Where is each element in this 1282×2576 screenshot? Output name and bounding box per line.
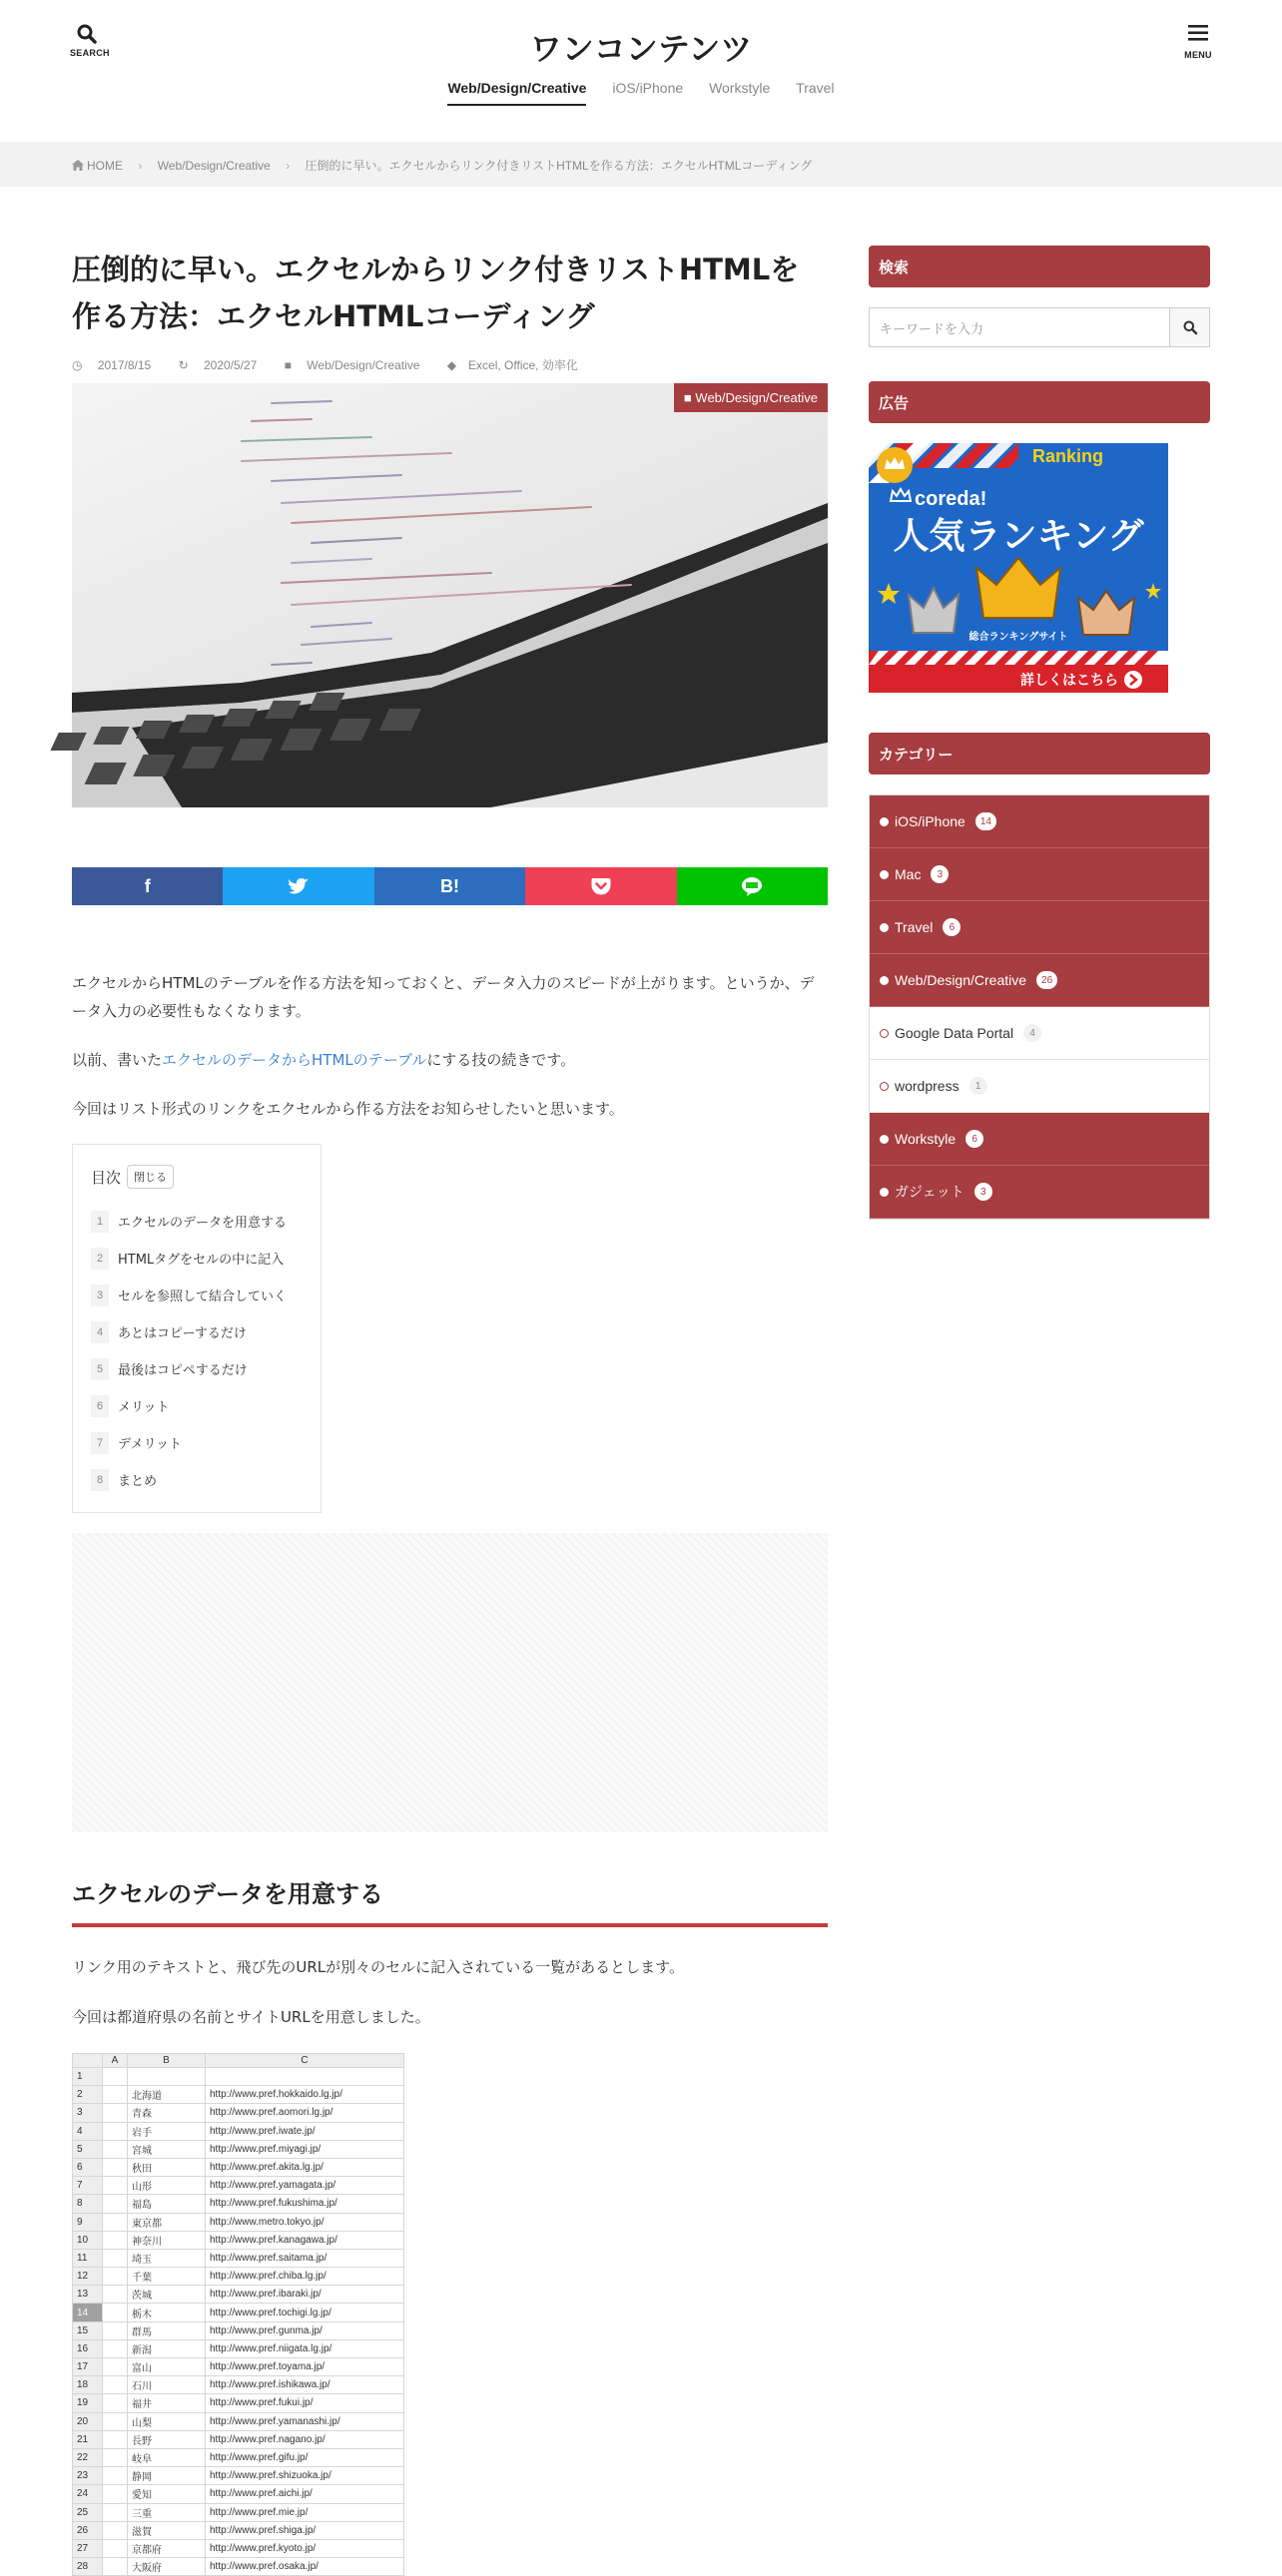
sheet-cell-prefecture: 静岡 [128,2467,206,2485]
sheet-row-number: 5 [73,2140,103,2158]
line-icon [741,876,763,896]
category-list [869,794,1210,1220]
sheet-row-number: 10 [73,2231,103,2249]
chevron-right-icon: › [286,159,291,173]
sheet-cell-url: http://www.pref.nagano.jp/ [206,2430,404,2448]
sheet-row-number: 25 [73,2503,103,2521]
sheet-row-number: 20 [73,2412,103,2430]
share-hatena-button[interactable] [374,867,525,905]
bullet-icon [880,870,889,879]
sheet-row [73,2195,404,2213]
category-count-badge: 4 [1023,1024,1041,1042]
sheet-cell-prefecture: 群馬 [128,2321,206,2339]
sheet-cell-url: http://www.pref.gifu.jp/ [206,2448,404,2466]
breadcrumb-bar [0,142,1282,187]
sheet-cell-prefecture: 山梨 [128,2412,206,2430]
sheet-cell-url [206,2068,404,2086]
sheet-cell [103,2195,128,2213]
sheet-row-number: 7 [73,2177,103,2195]
sheet-row-number: 2 [73,2086,103,2104]
breadcrumb-category-link[interactable]: Web/Design/Creative [157,159,271,173]
sheet-cell [103,2503,128,2521]
sheet-row-number: 6 [73,2158,103,2176]
sheet-cell [103,2158,128,2176]
bullet-icon [880,1082,889,1091]
sheet-row [73,2158,404,2176]
banner-brand-text: coreda! [915,488,987,510]
sheet-row [73,2358,404,2376]
sheet-cell [103,2086,128,2104]
sheet-row [73,2467,404,2485]
section-body [72,1953,828,2031]
sheet-cell-url: http://www.pref.hokkaido.lg.jp/ [206,2086,404,2104]
sheet-column-header: A [103,2054,128,2068]
sheet-row [73,2521,404,2539]
sheet-cell [103,2286,128,2304]
sheet-cell [103,2104,128,2122]
breadcrumb-home-link[interactable]: HOME [87,159,123,173]
table-of-contents [72,1144,321,1513]
sheet-row [73,2286,404,2304]
category-count-badge: 3 [931,865,949,883]
category-count-badge: 3 [974,1183,992,1201]
clock-icon: ◷ [72,358,83,372]
paragraph: 今回は都道府県の名前とサイトURLを用意しました。 [72,2008,430,2026]
toc-item[interactable]: 7 デメリット [91,1424,305,1461]
menu-label: MENU [1184,50,1212,60]
article [72,247,828,2576]
sheet-row [73,2122,404,2140]
toc-item[interactable]: 3 セルを参照して結合していく [91,1277,305,1313]
sheet-cell [103,2339,128,2357]
sheet-cell [103,2558,128,2576]
facebook-icon: f [144,875,151,896]
sheet-cell-prefecture: 新潟 [128,2339,206,2357]
sheet-cell [103,2231,128,2249]
nav-item-workstyle[interactable]: Workstyle [709,80,771,96]
sheet-cell-prefecture: 福島 [128,2195,206,2213]
sheet-cell-url: http://www.pref.iwate.jp/ [206,2122,404,2140]
sheet-cell-url: http://www.pref.yamanashi.jp/ [206,2412,404,2430]
sheet-cell-url: http://www.pref.shiga.jp/ [206,2521,404,2539]
sheet-cell-url: http://www.pref.chiba.lg.jp/ [206,2268,404,2286]
home-icon [72,160,84,171]
sheet-row [73,2104,404,2122]
sheet-cell [103,2304,128,2321]
sheet-cell-prefecture: 滋賀 [128,2521,206,2539]
sheet-row-number: 23 [73,2467,103,2485]
sheet-cell-url: http://www.pref.gunma.jp/ [206,2321,404,2339]
sheet-row [73,2339,404,2357]
post-meta [72,356,828,373]
sheet-cell [103,2140,128,2158]
sheet-row-number: 17 [73,2358,103,2376]
sheet-cell [103,2358,128,2376]
spreadsheet-screenshot [72,2053,404,2576]
sheet-cell-prefecture: 山形 [128,2177,206,2195]
sheet-cell-prefecture: 栃木 [128,2304,206,2321]
sheet-cell-prefecture [128,2068,206,2086]
article-intro [72,969,828,1123]
sheet-cell-prefecture: 神奈川 [128,2231,206,2249]
sheet-cell-url: http://www.pref.toyama.jp/ [206,2358,404,2376]
sheet-cell-url: http://www.pref.aomori.lg.jp/ [206,2104,404,2122]
sheet-cell-prefecture: 愛知 [128,2485,206,2503]
sheet-row [73,2376,404,2394]
category-item[interactable]: Workstyle 6 [870,1113,1209,1166]
sheet-row [73,2086,404,2104]
category-item[interactable]: Mac 3 [870,848,1209,901]
sheet-column-header: B [128,2054,206,2068]
share-line-button[interactable] [677,867,828,905]
category-item[interactable]: Travel 6 [870,901,1209,954]
sheet-row [73,2448,404,2466]
sheet-cell [103,2122,128,2140]
sheet-cell-url: http://www.pref.niigata.lg.jp/ [206,2339,404,2357]
sheet-row [73,2394,404,2412]
main-nav [0,80,1282,106]
sheet-row-number: 18 [73,2376,103,2394]
tag-icon: ◆ [446,358,457,372]
sheet-cell-url: http://www.pref.miyagi.jp/ [206,2140,404,2158]
sheet-cell-prefecture: 北海道 [128,2086,206,2104]
bullet-icon [880,1029,889,1038]
sheet-cell-url: http://www.pref.fukui.jp/ [206,2394,404,2412]
sheet-row [73,2068,404,2086]
paragraph: エクセルからHTMLのテーブルを作る方法を知っておくと、データ入力のスピードが上がります。というか、データ入力の必要性もなくなります。 [72,974,815,1020]
sheet-cell [103,2430,128,2448]
sheet-cell-prefecture: 福井 [128,2394,206,2412]
sheet-cell-prefecture: 大阪府 [128,2558,206,2576]
category-count-badge: 14 [975,812,996,830]
sheet-cell-url: http://www.pref.osaka.jp/ [206,2558,404,2576]
hamburger-icon [1188,24,1208,42]
sheet-row [73,2177,404,2195]
sheet-row-number: 4 [73,2122,103,2140]
banner-cta-text: 詳しくはこちら [1020,673,1118,689]
banner-headline-text: 人気ランキング [893,516,1144,557]
sheet-cell-url: http://www.pref.yamagata.jp/ [206,2177,404,2195]
sheet-column-headers [73,2054,404,2068]
toc-item[interactable]: 6 メリット [91,1387,305,1424]
updated-date: ↻ 2020/5/27 [178,358,258,372]
sheet-row [73,2485,404,2503]
ad-placeholder[interactable] [72,1533,828,1832]
bullet-icon [880,1188,889,1197]
banner-sub-text: 総合ランキングサイト [968,632,1068,643]
sheet-cell-url: http://www.metro.tokyo.jp/ [206,2213,404,2231]
category-item[interactable]: iOS/iPhone 14 [870,795,1209,848]
sheet-cell-prefecture: 宮城 [128,2140,206,2158]
sheet-cell [103,2177,128,2195]
sheet-cell-prefecture: 埼玉 [128,2249,206,2267]
sheet-cell [103,2376,128,2394]
sheet-row-number: 24 [73,2485,103,2503]
sheet-row [73,2412,404,2430]
menu-button[interactable] [1181,24,1215,60]
sheet-row [73,2503,404,2521]
sheet-cell [103,2485,128,2503]
sheet-cell [103,2394,128,2412]
sheet-cell-url: http://www.pref.kanagawa.jp/ [206,2231,404,2249]
laptop-photo [72,383,828,807]
sidebar-search-submit[interactable] [1170,307,1210,347]
sheet-cell-prefecture: 千葉 [128,2268,206,2286]
sheet-cell [103,2268,128,2286]
category-count-badge: 6 [943,918,961,936]
bullet-icon [880,923,889,932]
toc-item[interactable]: 4 あとはコピーするだけ [91,1313,305,1350]
toc-header [91,1165,305,1189]
post-tags[interactable]: ◆ Excel, Office, 効率化 [446,358,578,372]
sheet-cell-prefecture: 京都府 [128,2539,206,2557]
sheet-row-number: 9 [73,2213,103,2231]
sheet-cell [103,2249,128,2267]
sheet-cell-url: http://www.pref.saitama.jp/ [206,2249,404,2267]
published-date: ◷ 2017/8/15 [72,358,152,372]
nav-item-ios-iphone[interactable]: iOS/iPhone [612,80,684,96]
sheet-cell [103,2467,128,2485]
sheet-row-number: 26 [73,2521,103,2539]
sheet-row-number: 13 [73,2286,103,2304]
sheet-row-number: 16 [73,2339,103,2357]
sheet-body [73,2068,404,2576]
sheet-cell [103,2448,128,2466]
site-title[interactable]: ワンコンテンツ [529,30,753,68]
share-pocket-button[interactable] [525,867,676,905]
post-title: 圧倒的に早い。エクセルからリンク付きリストHTMLを作る方法：エクセルHTMLコーディング [72,253,800,333]
toc-item[interactable]: 1 エクセルのデータを用意する [91,1203,305,1240]
sheet-cell-url: http://www.pref.mie.jp/ [206,2503,404,2521]
toc-toggle-button[interactable]: 閉じる [127,1165,174,1189]
category-item[interactable]: ガジェット 3 [870,1166,1209,1219]
sheet-row-number: 12 [73,2268,103,2286]
category-count-badge: 1 [969,1077,987,1095]
sheet-cell-url: http://www.pref.kyoto.jp/ [206,2539,404,2557]
widget-title-category: カテゴリー [869,733,1210,774]
sheet-cell-url: http://www.pref.aichi.jp/ [206,2485,404,2503]
sheet-row [73,2213,404,2231]
sheet-row [73,2249,404,2267]
sheet-row-number: 11 [73,2249,103,2267]
section-heading: エクセルのデータを用意する [72,1874,828,1927]
sheet-row-number: 21 [73,2430,103,2448]
sidebar [869,246,1210,1220]
sheet-row-number: 22 [73,2448,103,2466]
sheet-row-number: 27 [73,2539,103,2557]
bullet-icon [880,976,889,985]
sheet-row-number: 15 [73,2321,103,2339]
toc-item[interactable]: 5 最後はコピペするだけ [91,1350,305,1387]
sheet-cell [103,2213,128,2231]
toc-item[interactable]: 8 まとめ [91,1461,305,1498]
chevron-right-icon: › [138,159,143,173]
sheet-cell-url: http://www.pref.ishikawa.jp/ [206,2376,404,2394]
twitter-icon [289,878,309,894]
sheet-row [73,2558,404,2576]
widget-title-ad: 広告 [869,381,1210,423]
sheet-row-number: 19 [73,2394,103,2412]
paragraph: 今回はリスト形式のリンクをエクセルから作る方法をお知らせしたいと思います。 [72,1100,624,1118]
share-twitter-button[interactable] [223,867,373,905]
nav-item-travel[interactable]: Travel [796,80,835,96]
folder-icon: ■ [683,390,692,405]
paragraph: 以前、書いたエクセルのデータからHTMLのテーブルにする技の続きです。 [72,1051,576,1069]
sheet-row [73,2321,404,2339]
sheet-corner [73,2054,103,2068]
category-count-badge: 26 [1036,971,1057,989]
bullet-icon [880,1135,889,1144]
site-header [0,0,1282,142]
folder-icon: ■ [284,358,292,372]
sheet-cell-prefecture: 茨城 [128,2286,206,2304]
sheet-row [73,2231,404,2249]
hatena-icon: B! [440,875,460,896]
sheet-cell [103,2539,128,2557]
breadcrumb [72,157,812,174]
sheet-row [73,2304,404,2321]
refresh-icon: ↻ [178,358,189,372]
breadcrumb-current: 圧倒的に早い。エクセルからリンク付きリストHTMLを作る方法：エクセルHTMLコーディング [305,159,813,173]
sheet-cell-prefecture: 岩手 [128,2122,206,2140]
bullet-icon [880,817,889,826]
sheet-cell-url: http://www.pref.shizuoka.jp/ [206,2467,404,2485]
sheet-row [73,2430,404,2448]
sidebar-search-input[interactable]: キーワードを入力 [869,307,1170,347]
sheet-cell-url: http://www.pref.tochigi.lg.jp/ [206,2304,404,2321]
category-item[interactable]: wordpress 1 [870,1060,1209,1113]
sheet-cell-prefecture: 長野 [128,2430,206,2448]
widget-title-search: 検索 [869,246,1210,287]
toc-item[interactable]: 2 HTMLタグをセルの中に記入 [91,1240,305,1277]
sheet-cell-prefecture: 富山 [128,2358,206,2376]
sheet-cell [103,2521,128,2539]
category-count-badge: 6 [965,1130,983,1148]
sheet-row [73,2140,404,2158]
share-facebook-button[interactable] [72,867,223,905]
sheet-cell-prefecture: 秋田 [128,2158,206,2176]
post-category[interactable]: ■ Web/Design/Creative [284,358,420,372]
sheet-cell-url: http://www.pref.ibaraki.jp/ [206,2286,404,2304]
banner-ranking-text: Ranking [1032,446,1104,466]
toc-title: 目次 [91,1168,122,1187]
share-buttons [72,867,828,905]
sheet-row [73,2268,404,2286]
related-article-link[interactable]: エクセルのデータからHTMLのテーブル [162,1051,427,1069]
sheet-cell-url: http://www.pref.akita.lg.jp/ [206,2158,404,2176]
sheet-row-number: 1 [73,2068,103,2086]
sheet-cell [103,2412,128,2430]
sheet-cell-url: http://www.pref.fukushima.jp/ [206,2195,404,2213]
category-item[interactable]: Google Data Portal 4 [870,1007,1209,1060]
sheet-cell-prefecture: 三重 [128,2503,206,2521]
sheet-cell-prefecture: 岐阜 [128,2448,206,2466]
sheet-cell-prefecture: 東京都 [128,2213,206,2231]
paragraph: リンク用のテキストと、飛び先のURLが別々のセルに記入されている一覧があるとします。 [72,1958,684,1976]
search-icon [1183,320,1197,334]
sheet-cell [103,2321,128,2339]
category-item[interactable]: Web/Design/Creative 26 [870,954,1209,1007]
search-label: SEARCH [70,48,110,58]
eyecatch-category-label[interactable]: ■ Web/Design/Creative [674,383,828,412]
ranking-banner-art [869,443,1168,693]
sheet-row-number: 28 [73,2558,103,2576]
pocket-icon [591,877,611,895]
nav-item-web-design-creative[interactable]: Web/Design/Creative [447,80,586,106]
ranking-banner[interactable] [869,443,1168,693]
sheet-cell-prefecture: 青森 [128,2104,206,2122]
sheet-row [73,2539,404,2557]
sheet-row-number: 8 [73,2195,103,2213]
sheet-row-number: 3 [73,2104,103,2122]
eyecatch-image [72,383,828,807]
sheet-cell [103,2068,128,2086]
sheet-cell-prefecture: 石川 [128,2376,206,2394]
sidebar-search-form [869,307,1210,347]
sheet-row-number: 14 [73,2304,103,2321]
sheet-column-header: C [206,2054,404,2068]
